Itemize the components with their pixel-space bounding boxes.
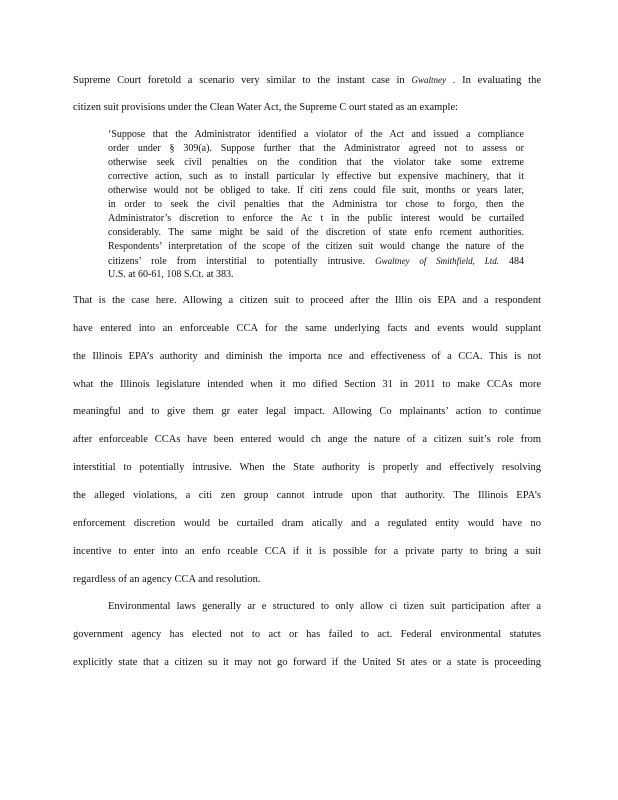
paragraph-2-line: have entered into an enforceable CCA for the same underlying facts and events would supplant	[73, 323, 541, 334]
paragraph-2-line: after enforceable CCAs have been entered would ch ange the nature of a citizen suit’s role from	[73, 434, 541, 445]
quote-line: Respondents’ interpretation of the scope of the citizen suit would change the nature of the	[108, 241, 524, 252]
quote-line: Administrator’s discretion to enforce the Ac t in the public interest would be curtailed	[108, 213, 524, 224]
paragraph-2-line: That is the case here. Allowing a citizen suit to proceed after the Illin ois EPA and a respondent	[73, 295, 541, 306]
quote-line: order under § 309(a). Suppose further that the Administrator agreed not to assess or	[108, 143, 524, 154]
quote-line: U.S. at 60-61, 108 S.Ct. at 383.	[108, 269, 234, 280]
text-run: . In evaluating the	[452, 75, 542, 86]
case-name: Gwaltney	[411, 75, 446, 85]
paragraph-2-line: interstitial to potentially intrusive. When the State authority is properly and effectively resolving	[73, 462, 541, 473]
paragraph-3-line: Environmental laws generally ar e structured to only allow ci tizen suit participation after a	[108, 601, 541, 612]
paragraph-1-line-1	[73, 74, 541, 87]
paragraph-2-line: the alleged violations, a citi zen group cannot intrude upon that authority. The Illinois EPA’s	[73, 490, 541, 501]
paragraph-2-line: incentive to enter into an enfo rceable CCA if it is possible for a private party to bring a suit	[73, 546, 541, 557]
paragraph-2-line: the Illinois EPA’s authority and diminish the importa nce and effectiveness of a CCA. This is not	[73, 351, 541, 362]
paragraph-2-line: enforcement discretion would be curtailed dram atically and a regulated entity would have no	[73, 518, 541, 529]
text-run: Supreme Court foretold a scenario very similar to the instant case in	[73, 75, 405, 86]
paragraph-1-line-2: citizen suit provisions under the Clean Water Act, the Supreme C ourt stated as an example:	[73, 102, 459, 113]
quote-line: in order to seek the civil penalties that the Administra tor chose to forgo, then the	[108, 199, 524, 210]
citation-case-name: Gwaltney of Smithfield, Ltd.	[375, 256, 499, 266]
quote-line-citation	[108, 255, 524, 268]
paragraph-2-line: meaningful and to give them gr eater legal impact. Allowing Co mplainants’ action to continue	[73, 406, 541, 417]
paragraph-3-line: explicitly state that a citizen su it may not go forward if the United St ates or a state is proceeding	[73, 657, 541, 668]
quote-line: corrective action, such as to install particular ly effective but expensive machinery, that it	[108, 171, 524, 182]
paragraph-2-last-line: regardless of an agency CCA and resolution.	[73, 574, 261, 585]
paragraph-2-line: what the Illinois legislature intended when it mo dified Section 31 in 2011 to make CCAs more	[73, 379, 541, 390]
quote-line: otherwise would not be obliged to take. If citi zens could file suit, months or years later,	[108, 185, 524, 196]
quote-line: considerably. The same might be said of the discretion of state enfo rcement authorities.	[108, 227, 524, 238]
quote-line: otherwise seek civil penalties on the condition that the violator take some extreme	[108, 157, 524, 168]
paragraph-3-line: government agency has elected not to act or has failed to act. Federal environmental statutes	[73, 629, 541, 640]
quote-line: ‘Suppose that the Administrator identified a violator of the Act and issued a compliance	[108, 129, 524, 140]
text-run: 484	[509, 256, 525, 267]
text-run: citizens’ role from interstitial to potentially intrusive.	[108, 256, 365, 267]
